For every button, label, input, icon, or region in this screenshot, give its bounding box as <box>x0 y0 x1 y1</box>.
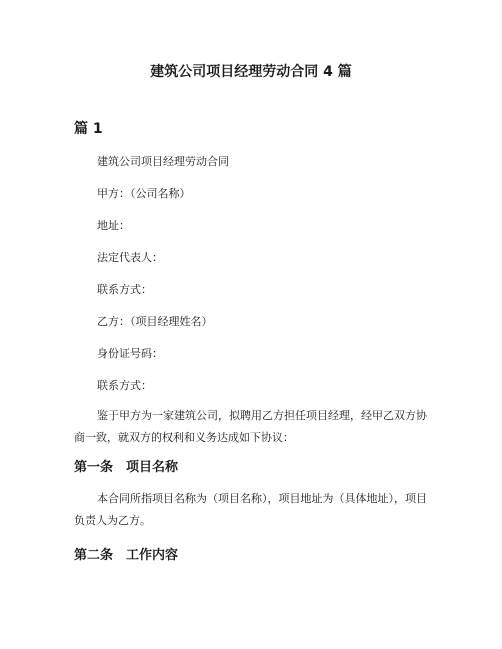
party-a-field: 甲方：（公司名称） <box>97 187 191 200</box>
address-field: 地址： <box>97 219 130 232</box>
contact-field-b: 联系方式： <box>97 379 152 392</box>
clause-heading: 第二条 工作内容 <box>74 548 179 563</box>
contact-field-a: 联系方式： <box>97 283 152 296</box>
legal-representative-field: 法定代表人： <box>97 251 163 264</box>
party-b-field: 乙方：（项目经理姓名） <box>97 315 213 328</box>
clause-body: 本合同所指项目名称为（项目名称），项目地址为（具体地址），项目负责人为乙方。 <box>74 492 427 527</box>
clause-heading: 第一条 项目名称 <box>74 460 179 475</box>
document-title: 建筑公司项目经理劳动合同 4 篇 <box>150 64 352 80</box>
id-number-field: 身份证号码： <box>97 347 163 360</box>
contract-title: 建筑公司项目经理劳动合同 <box>97 155 229 168</box>
section-heading: 篇 1 <box>74 121 103 137</box>
preamble-paragraph: 鉴于甲方为一家建筑公司，拟聘用乙方担任项目经理，经甲乙双方协商一致，就双方的权利和义务达成如下协议： <box>74 409 427 444</box>
